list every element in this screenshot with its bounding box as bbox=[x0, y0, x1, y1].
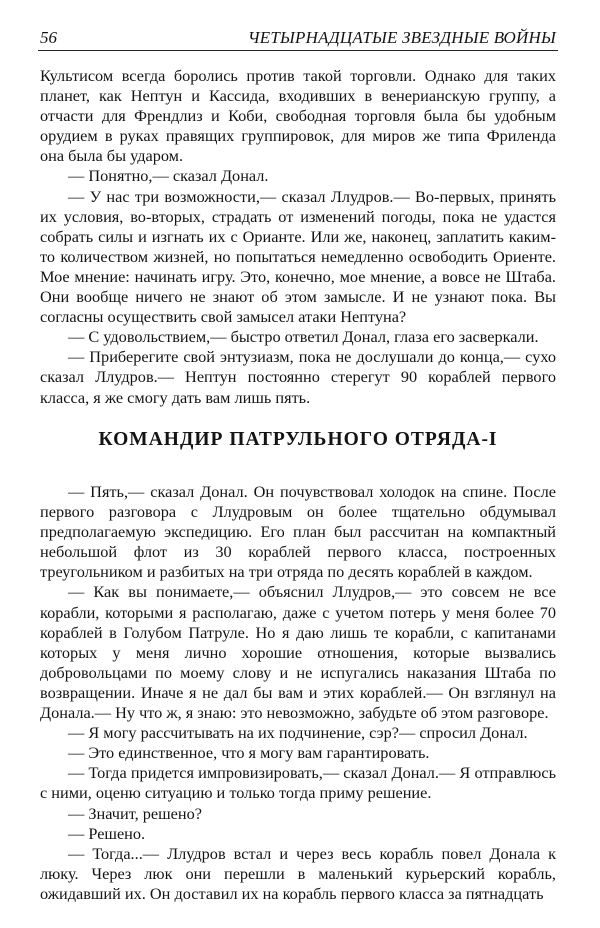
paragraph: — Приберегите свой энтузиазм, пока не дослушали до конца,— сухо сказал Ллудров.— Нептун постоянно стерегут 90 кораблей первого класса, я же смогу дать вам лишь пять. bbox=[40, 347, 556, 407]
paragraph: — Тогда...— Ллудров встал и через весь корабль повел Донала к люку. Через люк они перешли в маленький курьерский корабль, ожидавший их. Он доставил их на корабль первого класса за пятнадцать bbox=[40, 843, 556, 903]
paragraph: Культисом всегда боролись против такой торговли. Однако для таких планет, как Нептун и Кассида, входивших в венерианскую группу, а отчасти для Френдлиз и Коби, свободная торговля была бы удобным орудием в руках правящих группировок, для миров же типа Фриленда она была бы ударом. bbox=[40, 66, 556, 166]
paragraph: — Пять,— сказал Донал. Он почувствовал холодок на спине. После первого разговора с Ллудровым он более тщательно обдумывал предполагаемую экспедицию. Его план был рассчитан на компактный небольшой флот из 30 кораблей первого класса, построенных треугольником и разбитых на три отряда по десять кораблей в каждом. bbox=[40, 482, 556, 582]
running-header bbox=[38, 28, 558, 51]
paragraph: — Понятно,— сказал Донал. bbox=[68, 166, 269, 186]
paragraph: — У нас три возможности,— сказал Ллудров.— Во-первых, принять их условия, во-вторых, страдать от изменений погоды, пока не удастся собрать силы и изгнать их с Орианте. Или же, наконец, заплатить каким-то количеством жизней, но попытаться немедленно освободить Ориенте. Мое мнение: начинать игру. Это, конечно, мое мнение, а вовсе не Штаба. Они вообще ничего не знают об этом замысле. И не узнают пока. Вы согласны осуществить свой замысел атаки Нептуна? bbox=[40, 186, 556, 327]
paragraph: — Тогда придется импровизировать,— сказал Донал.— Я отправлюсь с ними, оценю ситуацию и только тогда приму решение. bbox=[40, 763, 556, 803]
paragraph: — Значит, решено? bbox=[68, 803, 202, 823]
chapter-title: КОМАНДИР ПАТРУЛЬНОГО ОТРЯДА-I bbox=[98, 429, 498, 450]
book-title: ЧЕТЫРНАДЦАТЫЕ ЗВЕЗДНЫЕ ВОЙНЫ bbox=[247, 28, 556, 47]
paragraph: — Это единственное, что я могу вам гарантировать. bbox=[68, 743, 430, 763]
text-block-1 bbox=[40, 66, 556, 408]
paragraph: — С удовольствием,— быстро ответил Донал, глаза его засверкали. bbox=[68, 327, 539, 347]
paragraph: — Решено. bbox=[68, 823, 146, 843]
paragraph: — Я могу рассчитывать на их подчинение, сэр?— спросил Донал. bbox=[68, 723, 528, 743]
page-number: 56 bbox=[40, 28, 57, 47]
text-block-2 bbox=[40, 482, 556, 904]
paragraph: — Как вы понимаете,— объяснил Ллудров,— это совсем не все корабли, которыми я располагаю, даже с учетом потерь у меня более 70 кораблей в Голубом Патруле. Но я даю лишь те корабли, с капитанами которых у меня лично хорошие отношения, которые вызвались добровольцами по моему слову и не испугались наказания Штаба по возвращении. Иначе я не дал бы вам и этих кораблей.— Он взглянул на Донала.— Ну что ж, я знаю: это невозможно, забудьте об этом разговоре. bbox=[40, 582, 556, 723]
